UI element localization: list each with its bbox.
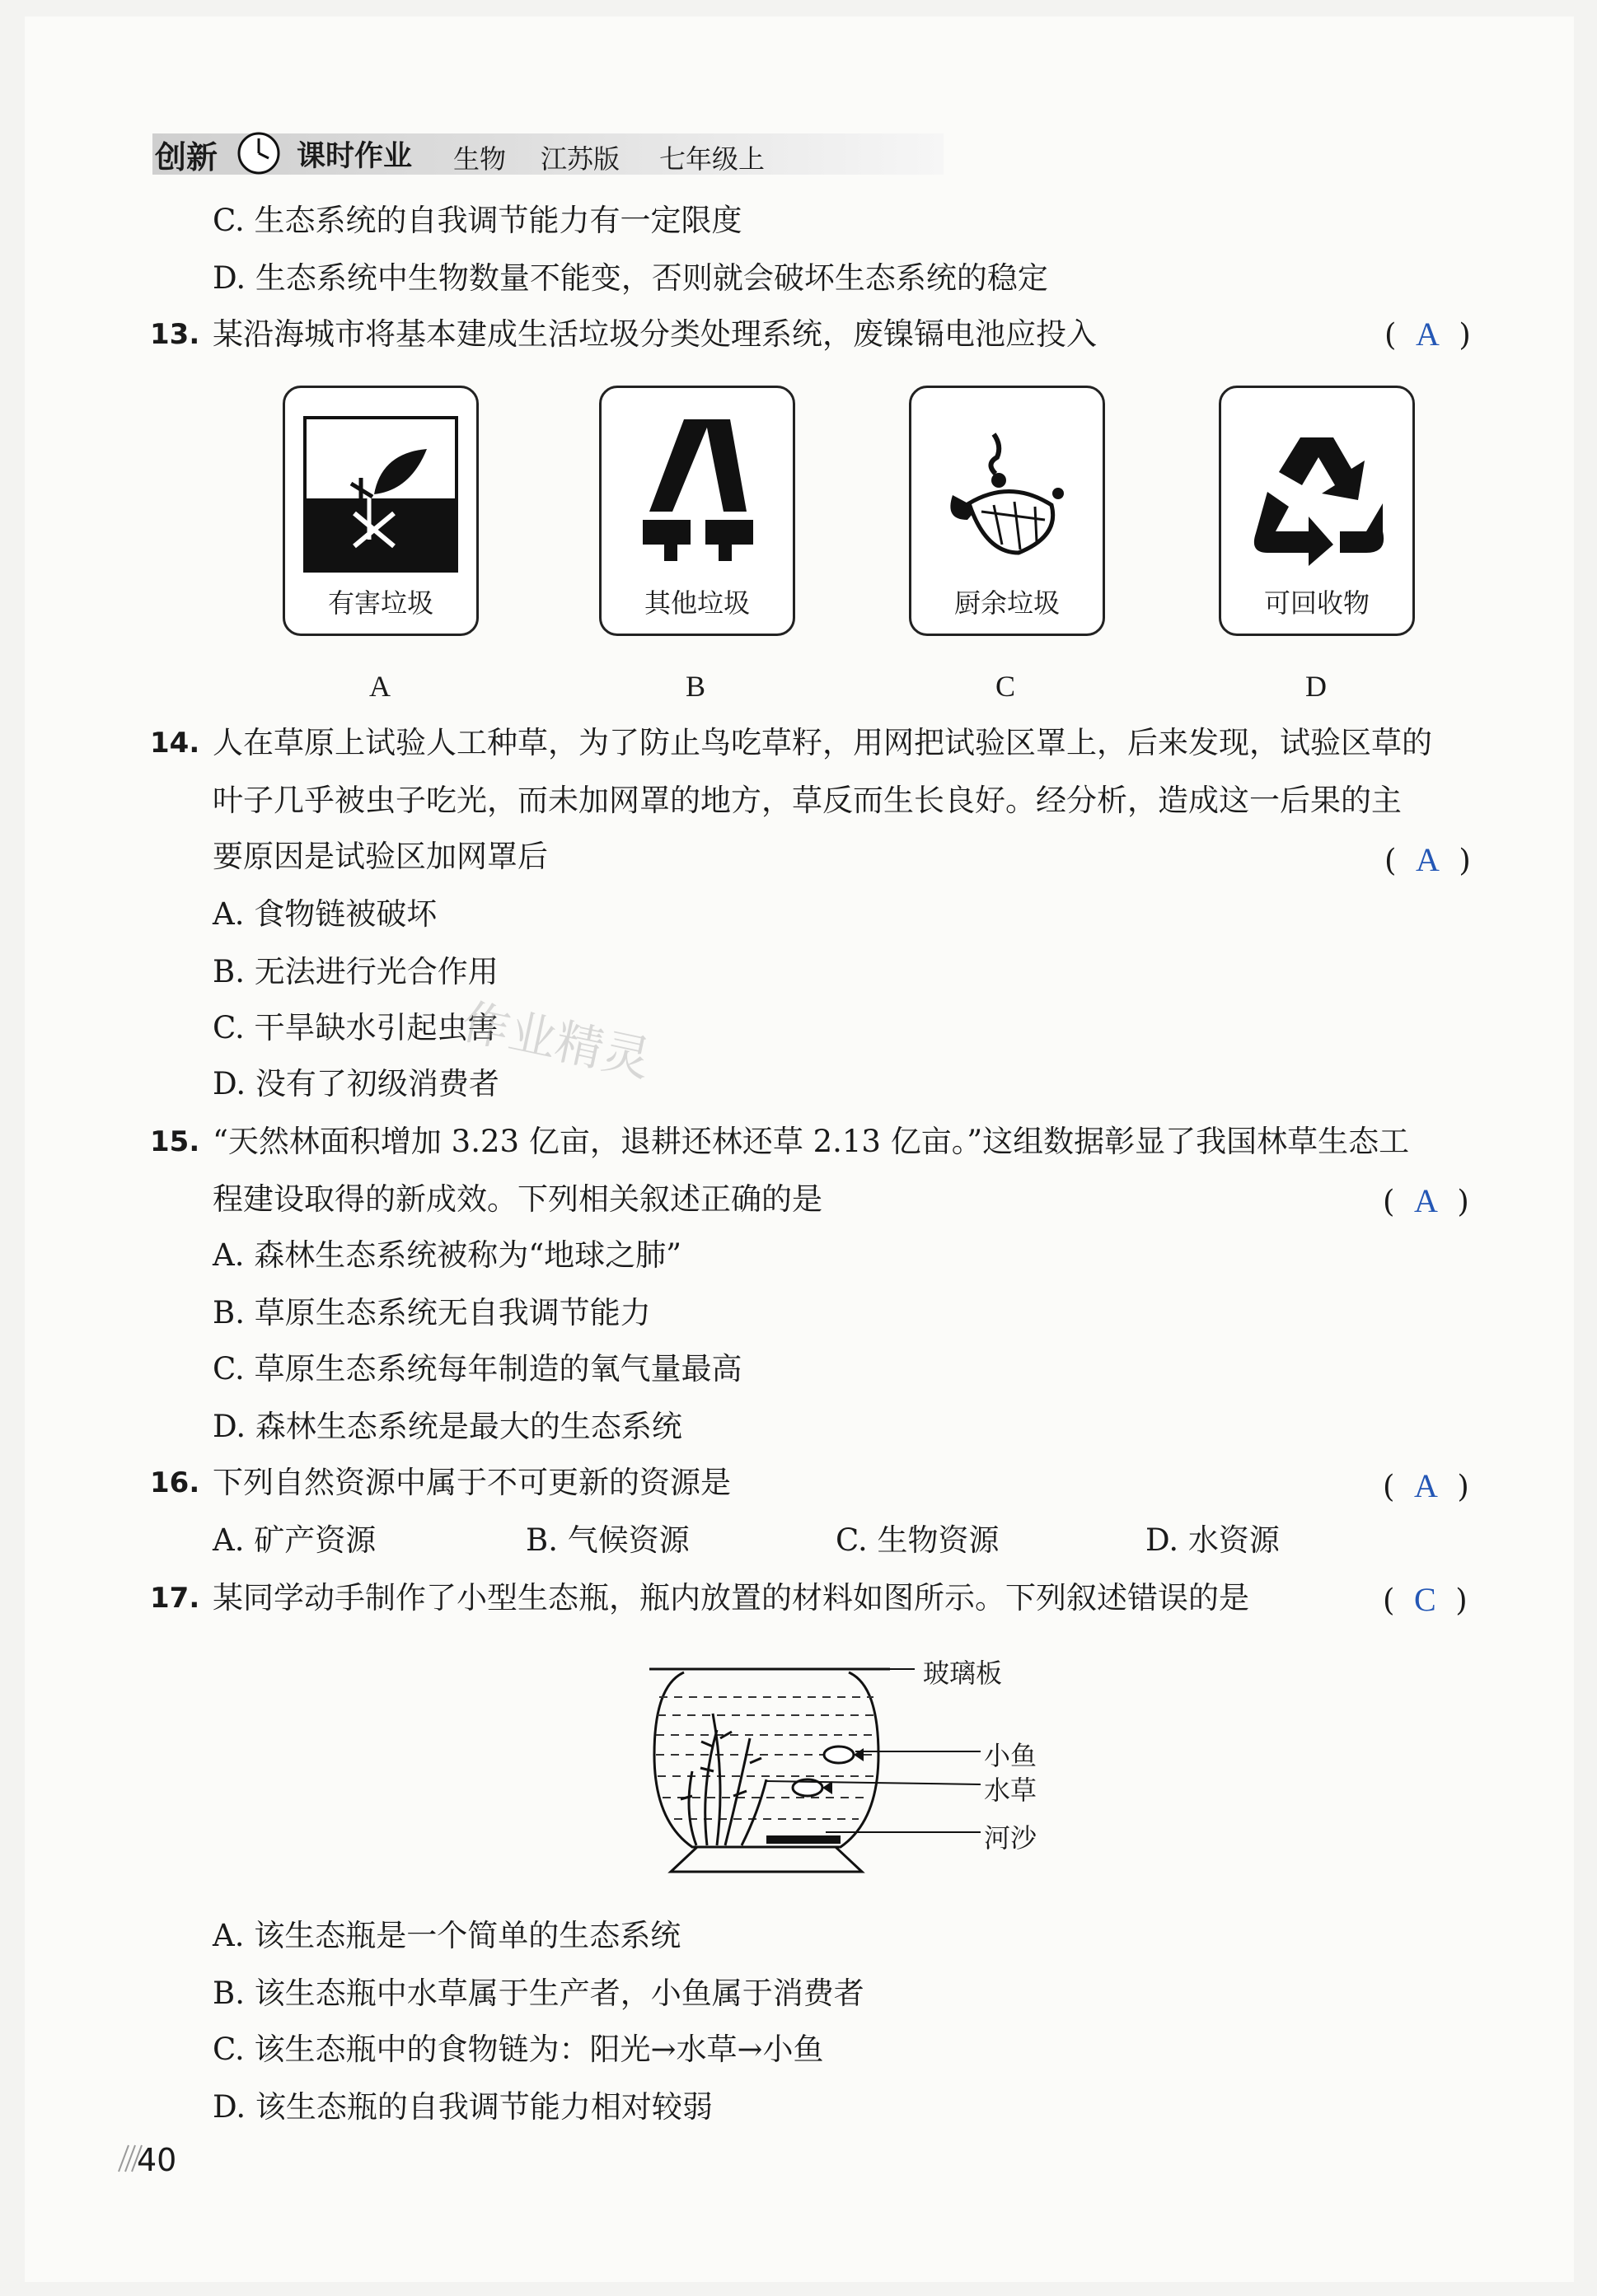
- bin-harmful-label: 有害垃圾: [327, 587, 433, 619]
- figure-label-fish: 小鱼: [984, 1740, 1037, 1771]
- q15-stem-line1: “天然林面积增加 3.23 亿亩，退耕还林还草 2.13 亿亩。”这组数据彰显了我国林草生态工: [213, 1124, 1410, 1159]
- q17-option-c: C. 该生态瓶中的食物链为：阳光→水草→小鱼: [213, 2032, 824, 2067]
- harmful-waste-icon: [303, 416, 458, 573]
- q14-option-c: C. 干旱缺水引起虫害: [213, 1010, 499, 1045]
- q14-stem-line3: 要原因是试验区加网罩后: [213, 839, 548, 874]
- q16-number: 16.: [150, 1466, 200, 1499]
- q15-number: 15.: [150, 1125, 200, 1158]
- q17-option-a: A. 该生态瓶是一个简单的生态系统: [213, 1918, 681, 1953]
- header-series: 课时作业: [297, 140, 413, 173]
- q14-option-a: A. 食物链被破坏: [213, 896, 438, 932]
- figure-label-waterweed: 水草: [984, 1775, 1037, 1806]
- q12-option-d: D. 生态系统中生物数量不能变，否则就会破坏生态系统的稳定: [213, 260, 1048, 296]
- clock-icon: [236, 130, 282, 176]
- q16-option-b: B. 气候资源: [526, 1522, 690, 1558]
- watermark: 作业精灵: [457, 993, 656, 1088]
- q13-number: 13.: [150, 318, 200, 351]
- eco-bottle-figure: [635, 1656, 1030, 1887]
- q14-stem-line1: 人在草原上试验人工种草，为了防止鸟吃草籽，用网把试验区罩上，后来发现，试验区草的: [213, 725, 1432, 760]
- other-waste-icon: [626, 414, 768, 571]
- header-grade: 七年级上: [659, 143, 766, 175]
- bin-letter-a: A: [369, 670, 391, 703]
- figure-label-sand: 河沙: [984, 1822, 1037, 1854]
- q14-stem-line2: 叶子几乎被虫子吃光，而未加网罩的地方，草反而生长良好。经分析，造成这一后果的主: [213, 783, 1402, 818]
- figure-label-glass: 玻璃板: [923, 1658, 1003, 1689]
- q16-answer: ( A ): [1383, 1467, 1469, 1504]
- q15-answer: ( A ): [1383, 1182, 1469, 1219]
- bin-other: [599, 386, 795, 636]
- q17-option-b: B. 该生态瓶中水草属于生产者，小鱼属于消费者: [213, 1976, 864, 2011]
- q16-option-c: C. 生物资源: [836, 1522, 1000, 1558]
- header-subject: 生物: [453, 143, 507, 175]
- recycle-icon: [1243, 421, 1391, 569]
- header-edition: 江苏版: [541, 143, 621, 175]
- bin-recycle: [1219, 386, 1415, 636]
- q15-option-d: D. 森林生态系统是最大的生态系统: [213, 1409, 682, 1444]
- q14-answer: ( A ): [1384, 841, 1471, 878]
- q14-option-b: B. 无法进行光合作用: [213, 954, 499, 989]
- q12-option-c: C. 生态系统的自我调节能力有一定限度: [213, 203, 742, 238]
- kitchen-waste-icon: [936, 429, 1078, 569]
- bin-letter-c: C: [995, 670, 1016, 703]
- q15-option-b: B. 草原生态系统无自我调节能力: [213, 1295, 651, 1330]
- bin-kitchen: [909, 386, 1105, 636]
- q17-answer: ( C ): [1383, 1581, 1468, 1618]
- q14-option-d: D. 没有了初级消费者: [213, 1066, 499, 1101]
- bin-recycle-label: 可回收物: [1263, 587, 1370, 619]
- q13-answer: ( A ): [1384, 316, 1471, 353]
- q15-option-a: A. 森林生态系统被称为“地球之肺”: [213, 1237, 682, 1273]
- header-brand: 创新: [155, 139, 218, 175]
- q15-stem-line2: 程建设取得的新成效。下列相关叙述正确的是: [213, 1181, 822, 1217]
- q13-stem: 某沿海城市将基本建成生活垃圾分类处理系统，废镍镉电池应投入: [213, 316, 1097, 352]
- bin-other-label: 其他垃圾: [644, 587, 750, 619]
- bin-letter-b: B: [686, 670, 706, 703]
- q16-option-d: D. 水资源: [1145, 1522, 1280, 1558]
- bin-kitchen-label: 厨余垃圾: [953, 587, 1060, 619]
- q16-stem: 下列自然资源中属于不可更新的资源是: [213, 1465, 731, 1500]
- q16-option-a: A. 矿产资源: [213, 1522, 377, 1558]
- q17-number: 17.: [150, 1582, 200, 1615]
- q17-stem: 某同学动手制作了小型生态瓶，瓶内放置的材料如图所示。下列叙述错误的是: [213, 1580, 1249, 1616]
- q17-option-d: D. 该生态瓶的自我调节能力相对较弱: [213, 2089, 713, 2125]
- q14-number: 14.: [150, 727, 200, 760]
- page-number: 40: [137, 2142, 177, 2178]
- bin-harmful: [283, 386, 479, 636]
- q15-option-c: C. 草原生态系统每年制造的氧气量最高: [213, 1351, 742, 1386]
- bin-letter-d: D: [1305, 670, 1327, 703]
